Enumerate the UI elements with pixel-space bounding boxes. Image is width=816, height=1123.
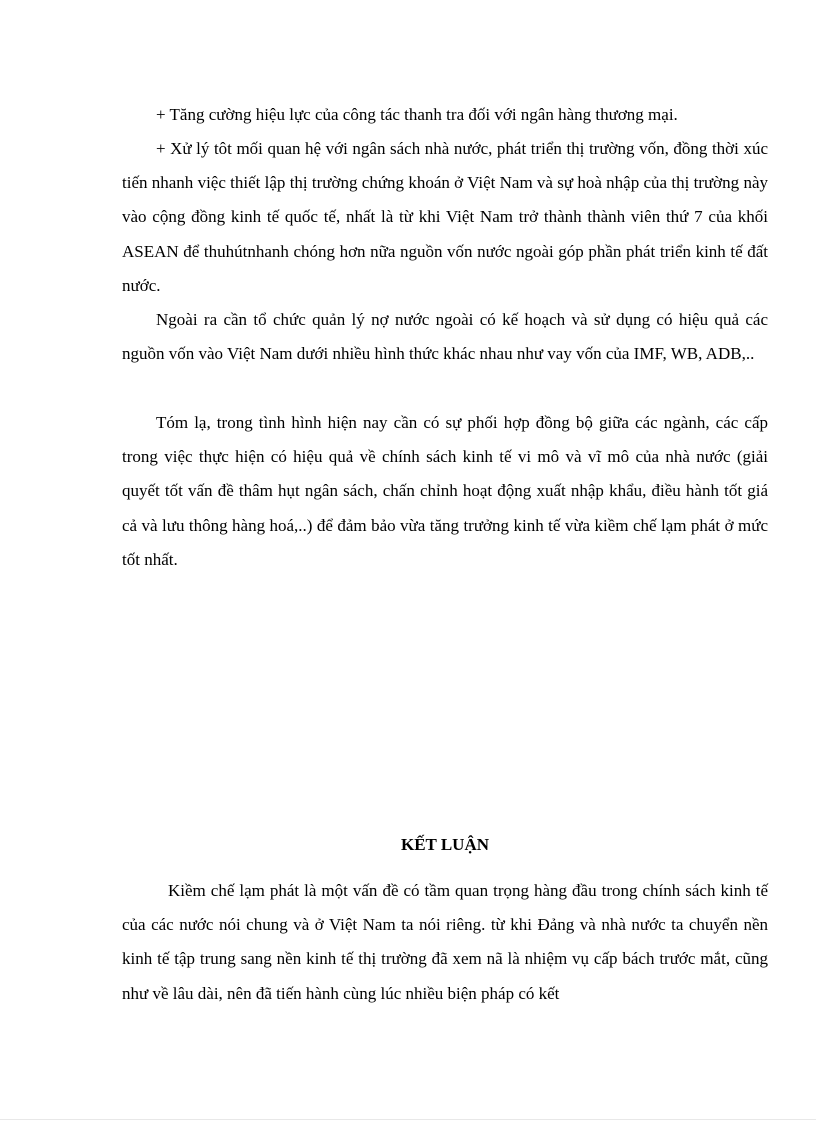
page-edge-divider bbox=[0, 1119, 816, 1120]
paragraph-foreign-debt: Ngoài ra cần tổ chức quản lý nợ nước ngoài có kế hoạch và sử dụng có hiệu quả các nguồn vốn vào Việt Nam dưới nhiều hình thức khác nhau như vay vốn của IMF, WB, ADB,.. bbox=[122, 310, 768, 364]
paragraph-budget-capital-market: + Xử lý tôt mối quan hệ với ngân sách nhà nước, phát triển thị trường vốn, đồng thời xúc tiến nhanh việc thiết lập thị trường chứng khoán ở Việt Nam và sự hoà nhập của thị trường này vào cộng đồng kinh tế quốc tế, nhất là từ khi Việt Nam trở thành thành viên thứ 7 của khối ASEAN để thuhútnhanh chóng hơn nữa nguồn vốn nước ngoài góp phần phát triển kinh tế đất nước. bbox=[122, 139, 768, 295]
conclusion-paragraph: Kiềm chế lạm phát là một vấn đề có tầm quan trọng hàng đầu trong chính sách kinh tế của các nước nói chung và ở Việt Nam ta nói riêng. từ khi Đảng và nhà nước ta chuyển nền kinh tế tập trung sang nền kinh tế thị trường đã xem nã là nhiệm vụ cấp bách trước mắt, cũng như về lâu dài, nên đã tiến hành cùng lúc nhiều biện pháp có kết bbox=[122, 881, 768, 1003]
paragraph-inspection: + Tăng cường hiệu lực của công tác thanh tra đối với ngân hàng thương mại. bbox=[156, 105, 678, 124]
conclusion-heading: KẾT LUẬN bbox=[400, 835, 489, 854]
paragraph-summary: Tóm lạ, trong tình hình hiện nay cần có sự phối hợp đồng bộ giữa các ngành, các cấp trong việc thực hiện có hiệu quả về chính sách kinh tế vi mô và vĩ mô của nhà nước (giải quyết tốt vấn đề thâm hụt ngân sách, chấn chỉnh hoạt động xuất nhập khẩu, điều hành tốt giá cả và lưu thông hàng hoá,..) để đảm bảo vừa tăng trưởng kinh tế vừa kiềm chế lạm phát ở mức tốt nhất. bbox=[122, 413, 768, 569]
